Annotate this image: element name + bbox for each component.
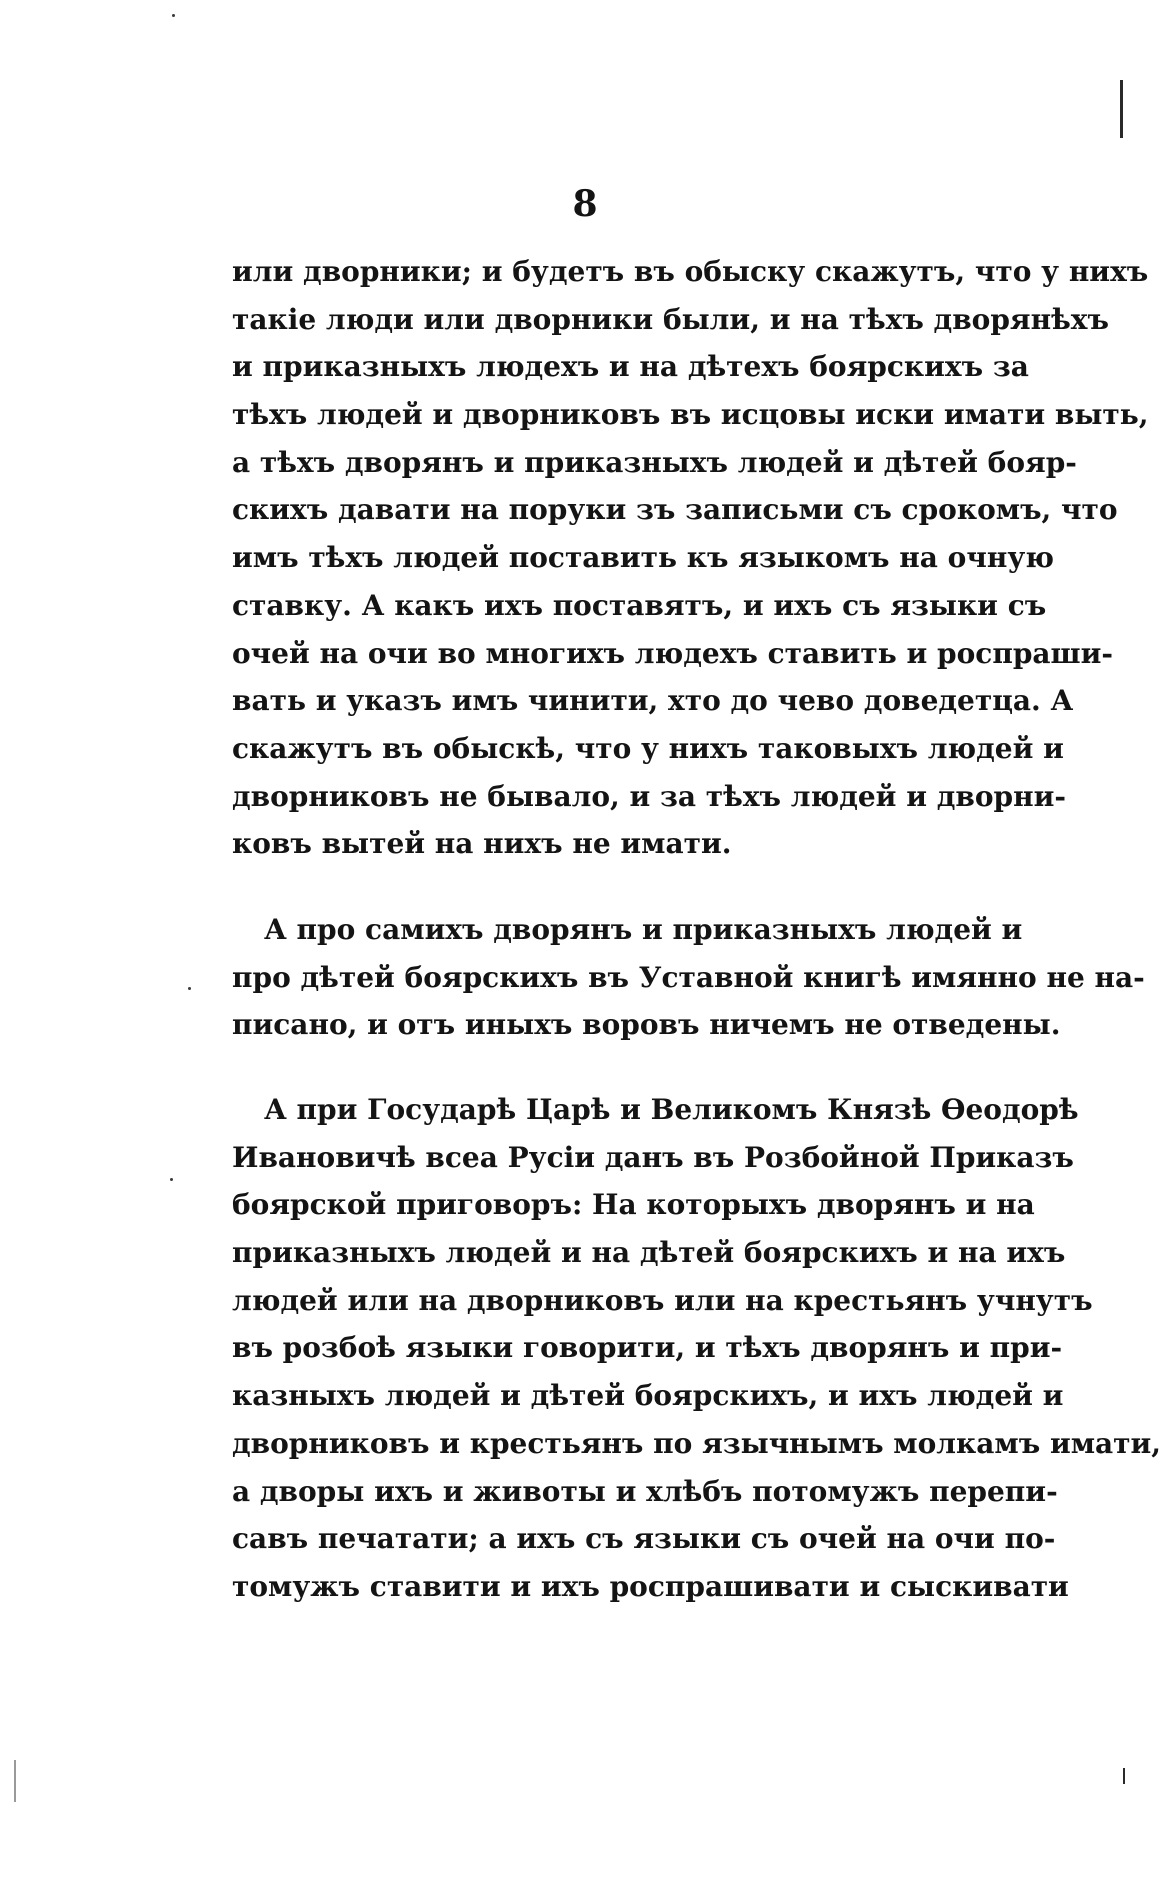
text-line: тѣхъ людей и дворниковъ въ исцовы иски имати выть,	[232, 398, 1149, 432]
text-line: приказныхъ людей и на дѣтей боярскихъ и на ихъ	[232, 1236, 1066, 1270]
text-line: боярской приговоръ: На которыхъ дворянъ и на	[232, 1188, 1035, 1222]
scan-speck	[170, 1178, 173, 1181]
text-line: въ розбоѣ языки говорити, и тѣхъ дворянъ и при-	[232, 1331, 1063, 1365]
text-line: скихъ давати на поруки зъ записьми съ срокомъ, что	[232, 493, 1118, 527]
text-line: такіе люди или дворники были, и на тѣхъ дворянѣхъ	[232, 302, 1109, 336]
text-line: вать и указъ имъ чинити, хто до чево доведетца. А	[232, 684, 1074, 718]
text-line: а дворы ихъ и животы и хлѣбъ потомужъ перепи-	[232, 1474, 1058, 1508]
text-line: А про самихъ дворянъ и приказныхъ людей и	[264, 913, 1023, 946]
text-line: савъ печатати; а ихъ съ языки съ очей на очи по-	[232, 1522, 1056, 1556]
text-line: и приказныхъ людехъ и на дѣтехъ боярскихъ за	[232, 350, 1029, 384]
text-line: ставку. А какъ ихъ поставятъ, и ихъ съ языки съ	[232, 588, 1047, 622]
page-number: 8	[572, 183, 598, 225]
text-line: писано, и отъ иныхъ воровъ ничемъ не отведены.	[232, 1008, 1061, 1042]
scan-speck	[188, 987, 191, 990]
scan-speck	[172, 14, 175, 17]
text-line: людей или на дворниковъ или на крестьянъ учнутъ	[232, 1283, 1093, 1317]
text-line: или дворники; и будетъ въ обыску скажутъ, что у нихъ	[232, 255, 1149, 288]
text-line: про дѣтей боярскихъ въ Уставной книгѣ имянно не на-	[232, 960, 1145, 994]
scan-edge-mark	[1123, 1768, 1125, 1784]
text-line: томужъ ставити и ихъ роспрашивати и сыскивати	[232, 1569, 1069, 1603]
text-line: ковъ вытей на нихъ не имати.	[232, 827, 732, 861]
text-line: Ивановичѣ всеа Русіи данъ въ Розбойной Приказъ	[232, 1140, 1074, 1174]
text-line: имъ тѣхъ людей поставить къ языкомъ на очную	[232, 541, 1054, 575]
text-line: а тѣхъ дворянъ и приказныхъ людей и дѣтей бояр-	[232, 445, 1077, 479]
text-line: А при Государѣ Царѣ и Великомъ Князѣ Ѳеодорѣ	[264, 1093, 1079, 1126]
scan-edge-mark	[1120, 80, 1123, 138]
text-line: дворниковъ и крестьянъ по язычнымъ молкамъ имати,	[232, 1426, 1161, 1460]
scan-edge-mark	[14, 1760, 16, 1802]
text-line: казныхъ людей и дѣтей боярскихъ, и ихъ людей и	[232, 1379, 1064, 1413]
paragraph-1	[232, 248, 1149, 868]
paragraph-2	[232, 906, 1145, 1049]
paragraph-3	[232, 1086, 1161, 1611]
text-line: дворниковъ не бывало, и за тѣхъ людей и дворни-	[232, 779, 1066, 813]
text-line: скажутъ въ обыскѣ, что у нихъ таковыхъ людей и	[232, 731, 1064, 765]
text-line: очей на очи во многихъ людехъ ставить и роспраши-	[232, 636, 1114, 670]
